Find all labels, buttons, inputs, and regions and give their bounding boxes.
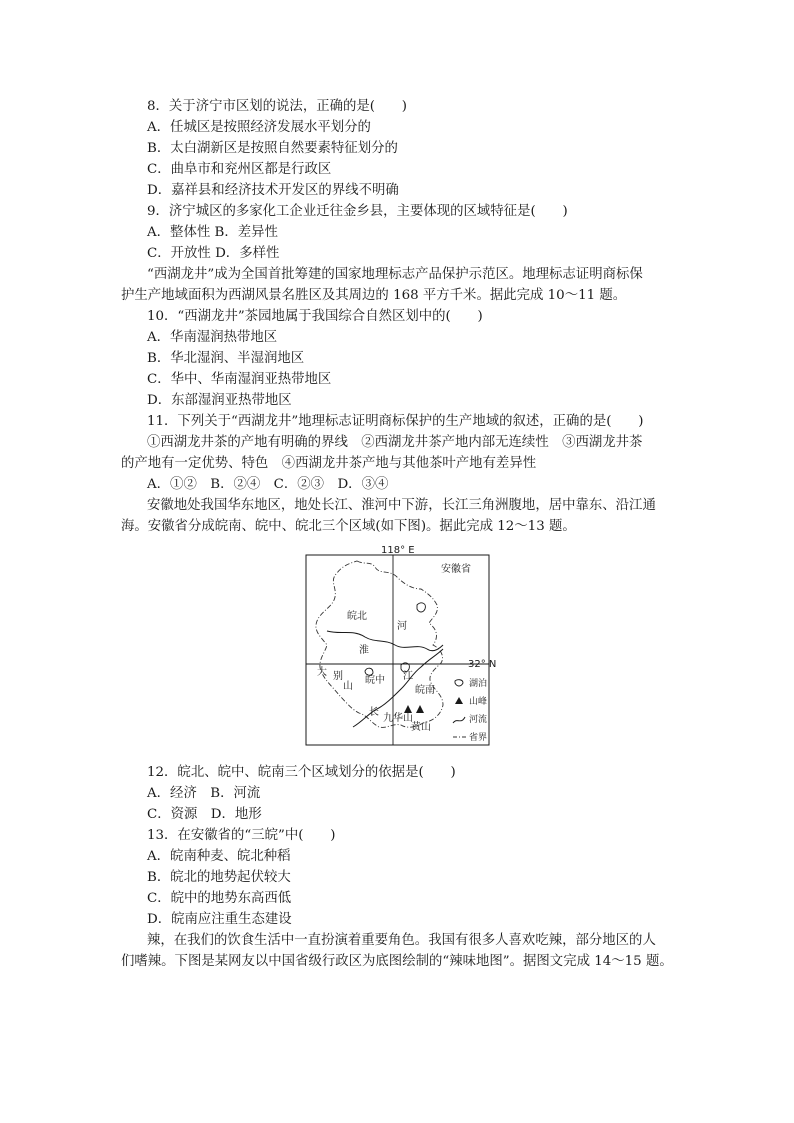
question-12-options-cd: C．资源 D．地形: [147, 807, 262, 822]
legend-boundary: 省界: [469, 733, 488, 743]
latitude-label: 32° N: [468, 659, 497, 670]
question-9-options-cd: C．开放性 D．多样性: [147, 246, 280, 261]
province-boundary: [316, 561, 443, 727]
label-jiang: 江: [403, 671, 413, 682]
label-wanzhong: 皖中: [365, 675, 385, 686]
label-da: 大: [317, 667, 327, 678]
legend-lake-icon: [455, 680, 463, 686]
passage-anhui-line-2: 海。安徽省分成皖南、皖中、皖北三个区域(如下图)。据此完成 12～13 题。: [121, 519, 576, 534]
label-wanbei: 皖北: [347, 611, 367, 622]
passage-xihu-line-1: “西湖龙井”成为全国首批筹建的国家地理标志产品保护示范区。地理标志证明商标保: [147, 267, 643, 282]
lake-northeast: [417, 603, 425, 612]
question-10-option-d: D．东部湿润亚热带地区: [147, 393, 292, 408]
legend-peak: 山峰: [469, 697, 488, 707]
question-13-option-c: C．皖中的地势东高西低: [147, 891, 292, 906]
question-8-option-d: D．嘉祥县和经济技术开发区的界线不明确: [147, 183, 399, 198]
question-10-option-c: C．华中、华南湿润亚热带地区: [147, 372, 332, 387]
passage-spicy-line-2: 们嗜辣。下图是某网友以中国省级行政区为底图绘制的“辣味地图”。据图文完成 14～15 题。: [121, 954, 673, 969]
question-10-option-b: B．华北湿润、半湿润地区: [147, 351, 305, 366]
label-huangshan: 黄山: [411, 722, 431, 733]
label-wannan: 皖南: [415, 685, 435, 696]
question-8-stem: 8．关于济宁市区划的说法，正确的是( ): [147, 99, 407, 114]
passage-xihu-line-2: 护生产地域面积为西湖风景名胜区及其周边的 168 平方千米。据此完成 10～11 题。: [121, 288, 627, 303]
question-11-body-line-2: 的产地有一定优势、特色 ④西湖龙井茶产地与其他茶叶产地有差异性: [121, 456, 537, 471]
question-13-option-d: D．皖南应注重生态建设: [147, 912, 292, 927]
question-10-option-a: A．华南湿润热带地区: [147, 330, 278, 345]
question-9-options-ab: A．整体性 B．差异性: [147, 225, 278, 240]
question-12-stem: 12．皖北、皖中、皖南三个区域划分的依据是( ): [147, 765, 456, 780]
question-11-stem: 11．下列关于“西湖龙井”地理标志证明商标保护的生产地域的叙述，正确的是( ): [147, 414, 644, 429]
anhui-region-map: [305, 545, 497, 750]
label-chang: 长: [369, 707, 379, 718]
province-label: 安徽省: [441, 564, 471, 575]
question-9-stem: 9．济宁城区的多家化工企业迁往金乡县，主要体现的区域特征是( ): [147, 204, 568, 219]
question-13-stem: 13．在安徽省的“三皖”中( ): [147, 828, 336, 843]
question-12-options-ab: A．经济 B．河流: [147, 786, 261, 801]
peak-huangshan-icon: [416, 705, 424, 713]
question-8-option-c: C．曲阜市和兖州区都是行政区: [147, 162, 332, 177]
label-jiuhuashan: 九华山: [383, 713, 413, 724]
question-11-options: A．①② B．②④ C．②③ D．③④: [147, 477, 389, 492]
label-bie: 别: [333, 671, 343, 682]
question-13-option-a: A．皖南种麦、皖北种稻: [147, 849, 291, 864]
label-river-he: 河: [397, 621, 407, 632]
legend-lake: 湖泊: [469, 679, 488, 689]
peak-jiuhua-icon: [404, 705, 412, 713]
label-river-huai: 淮: [359, 645, 369, 656]
question-8-option-a: A．任城区是按照经济发展水平划分的: [147, 120, 371, 135]
question-10-stem: 10．“西湖龙井”茶园地属于我国综合自然区划中的( ): [147, 309, 483, 324]
legend-river-icon: [453, 717, 465, 723]
passage-anhui-line-1: 安徽地处我国华东地区，地处长江、淮河中下游，长江三角洲腹地，居中靠东、沿江通: [147, 498, 656, 513]
legend-peak-icon: [455, 697, 463, 704]
question-13-option-b: B．皖北的地势起伏较大: [147, 870, 291, 885]
label-shan: 山: [343, 681, 353, 692]
question-11-body-line-1: ①西湖龙井茶的产地有明确的界线 ②西湖龙井茶产地内部无连续性 ③西湖龙井茶: [147, 435, 643, 450]
passage-spicy-line-1: 辣，在我们的饮食生活中一直扮演着重要角色。我国有很多人喜欢吃辣，部分地区的人: [147, 933, 656, 948]
legend-river: 河流: [469, 715, 488, 725]
huai-river: [327, 631, 443, 651]
longitude-label: 118° E: [381, 545, 415, 556]
question-8-option-b: B．太白湖新区是按照自然要素特征划分的: [147, 141, 398, 156]
